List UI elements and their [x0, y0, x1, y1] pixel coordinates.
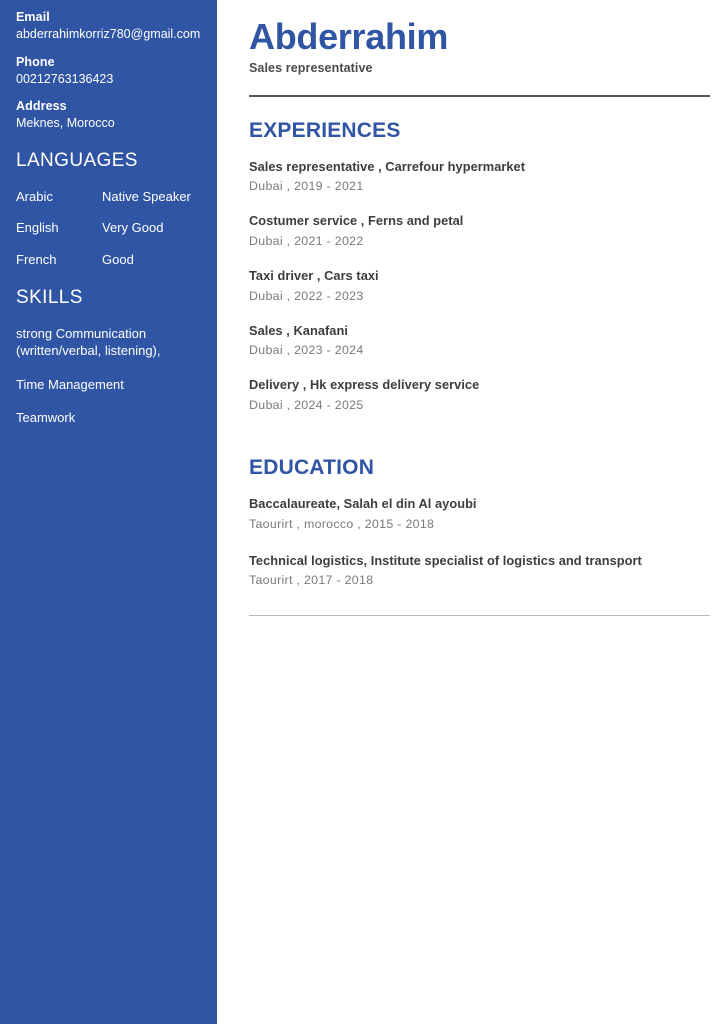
page-title: Abderrahim [249, 16, 449, 57]
skills-heading: SKILLS [16, 286, 83, 308]
contact-address [16, 99, 201, 132]
language-name: Arabic [16, 188, 53, 204]
language-item [16, 188, 201, 206]
experience-meta: Dubai , 2021 - 2022 [249, 234, 364, 249]
experience-meta: Dubai , 2019 - 2021 [249, 179, 364, 194]
language-item [16, 251, 201, 269]
experience-item [249, 268, 710, 303]
main-content [217, 0, 724, 1024]
contact-email-value: abderrahimkorriz780@gmail.com [16, 27, 201, 41]
language-item [16, 219, 201, 237]
experience-title: Sales , Kanafani [249, 322, 348, 338]
education-title: Baccalaureate, Salah el din Al ayoubi [249, 495, 477, 511]
skill-item: Time Management [16, 376, 124, 392]
education-title: Technical logistics, Institute specialist of logistics and transport [249, 552, 642, 568]
skill-item: Teamwork [16, 410, 76, 426]
education-item [249, 553, 710, 588]
experience-item [249, 323, 710, 358]
experience-item [249, 159, 710, 194]
header-divider [249, 95, 710, 97]
experience-meta: Dubai , 2023 - 2024 [249, 343, 364, 358]
contact-phone [16, 55, 201, 88]
contact-email [16, 10, 201, 43]
experience-meta: Dubai , 2024 - 2025 [249, 397, 364, 412]
footer-divider [249, 615, 710, 616]
contact-email-label: Email [16, 10, 50, 24]
language-level: Good [102, 251, 134, 267]
education-item [249, 496, 710, 531]
languages-heading: LANGUAGES [16, 149, 138, 171]
experience-item [249, 377, 710, 412]
experience-meta: Dubai , 2022 - 2023 [249, 288, 364, 303]
sidebar [0, 0, 217, 1024]
experiences-heading: EXPERIENCES [249, 118, 401, 142]
experience-title: Sales representative , Carrefour hypermarket [249, 158, 526, 174]
experience-title: Delivery , Hk express delivery service [249, 377, 480, 393]
contact-address-value: Meknes, Morocco [16, 116, 115, 131]
contact-address-label: Address [16, 99, 67, 114]
contact-phone-value: 00212763136423 [16, 71, 114, 86]
language-name: English [16, 220, 59, 236]
skill-item: strong Communication (written/verbal, listening), [16, 325, 161, 359]
education-meta: Taourirt , morocco , 2015 - 2018 [249, 516, 435, 531]
education-meta: Taourirt , 2017 - 2018 [249, 573, 374, 588]
education-heading: EDUCATION [249, 455, 375, 479]
experience-title: Taxi driver , Cars taxi [249, 268, 379, 284]
experience-title: Costumer service , Ferns and petal [249, 213, 464, 229]
language-level: Very Good [102, 220, 164, 236]
contact-phone-label: Phone [16, 54, 55, 69]
job-title: Sales representative [249, 60, 373, 75]
experience-item [249, 213, 710, 248]
language-level: Native Speaker [102, 188, 191, 204]
language-name: French [16, 251, 57, 267]
